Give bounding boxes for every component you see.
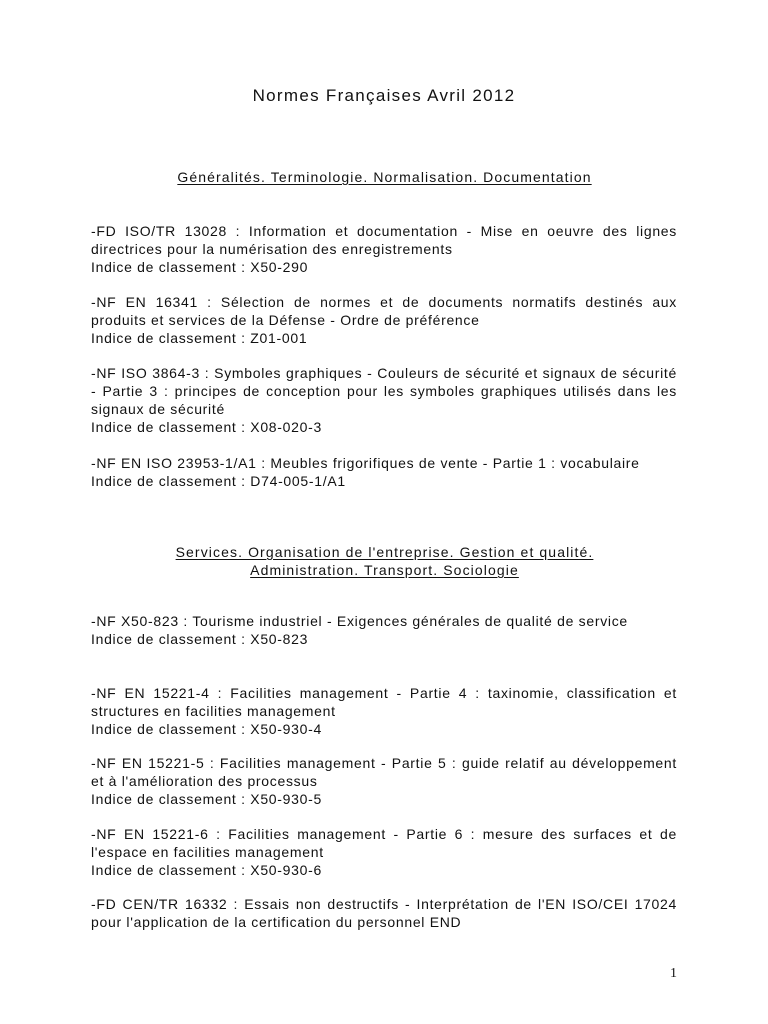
norm-entry-title: -NF EN ISO 23953-1/A1 : Meubles frigorifiques de vente - Partie 1 : vocabulaire: [91, 455, 640, 471]
norm-entry-index: Indice de classement : X50-930-5: [91, 791, 322, 807]
norm-entry-title: -NF ISO 3864-3 : Symboles graphiques - Couleurs de sécurité et signaux de sécurité - Partie 3 : principes de conception pour les symboles graphiques utilisés dans les signaux de sécurité: [91, 365, 677, 417]
norm-entry-index: Indice de classement : D74-005-1/A1: [91, 473, 346, 489]
norm-entry-title: -NF X50-823 : Tourisme industriel - Exigences générales de qualité de service: [91, 613, 628, 629]
section-heading: [91, 543, 678, 579]
norm-entry-title: -NF EN 15221-6 : Facilities management - Partie 6 : mesure des surfaces et de l'espace en facilities management: [91, 826, 677, 860]
norm-entry: [91, 222, 677, 276]
norm-entry: [91, 754, 677, 808]
norm-entry: [91, 895, 677, 931]
section-heading-line: Administration. Transport. Sociologie: [250, 562, 519, 578]
norm-entry-title: -NF EN 15221-4 : Facilities management - Partie 4 : taxinomie, classification et structures en facilities management: [91, 685, 677, 719]
section-heading-line: Services. Organisation de l'entreprise. Gestion et qualité.: [175, 544, 594, 560]
norm-entry-index: Indice de classement : X08-020-3: [91, 419, 322, 435]
norm-entry-title: -FD CEN/TR 16332 : Essais non destructifs - Interprétation de l'EN ISO/CEI 17024 pour l'application de la certification du personnel END: [91, 896, 677, 930]
norm-entry-index: Indice de classement : X50-823: [91, 631, 309, 647]
page-title: Normes Françaises Avril 2012: [252, 86, 516, 105]
norm-entry-index: Indice de classement : X50-930-6: [91, 862, 322, 878]
norm-entry: [91, 684, 677, 738]
norm-entry-index: Indice de classement : X50-290: [91, 259, 309, 275]
norm-entry: [91, 364, 677, 436]
page-number: 1: [670, 966, 677, 981]
section-heading: [91, 168, 678, 186]
section-heading-line: Généralités. Terminologie. Normalisation. Documentation: [177, 169, 592, 185]
norm-entry-title: -NF EN 15221-5 : Facilities management - Partie 5 : guide relatif au développement et à l'amélioration des processus: [91, 755, 677, 789]
norm-entry-index: Indice de classement : X50-930-4: [91, 721, 322, 737]
norm-entry-title: -NF EN 16341 : Sélection de normes et de documents normatifs destinés aux produits et services de la Défense - Ordre de préférence: [91, 294, 677, 328]
norm-entry: [91, 293, 677, 347]
norm-entry: [91, 612, 677, 648]
norm-entry: [91, 825, 677, 879]
norm-entry-title: -FD ISO/TR 13028 : Information et documentation - Mise en oeuvre des lignes directrices pour la numérisation des enregistrements: [91, 223, 677, 257]
norm-entry: [91, 454, 677, 490]
norm-entry-index: Indice de classement : Z01-001: [91, 330, 308, 346]
